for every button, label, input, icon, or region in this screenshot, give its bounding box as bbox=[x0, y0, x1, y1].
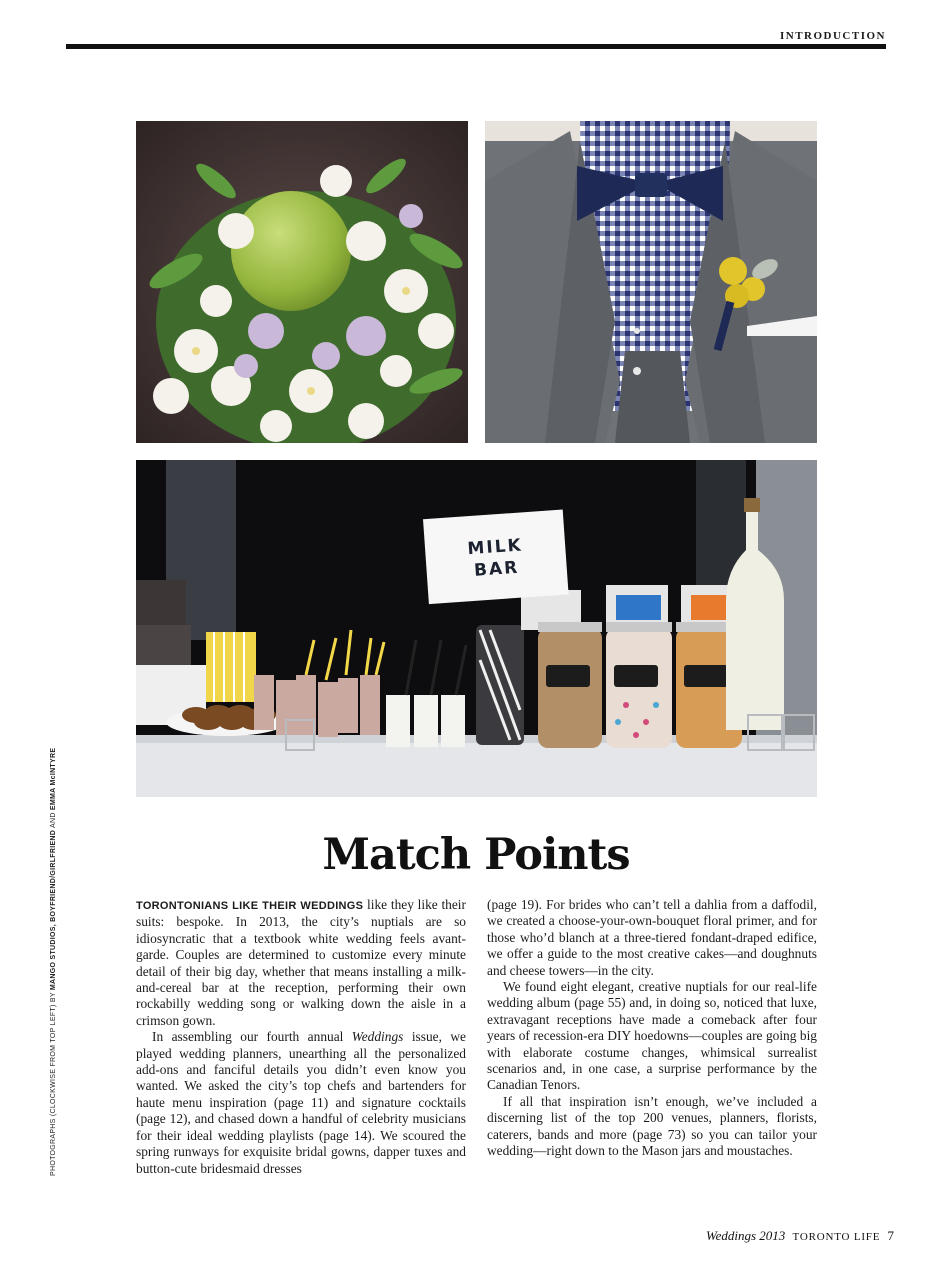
milk-bar-photo bbox=[136, 460, 817, 797]
bouquet-photo bbox=[136, 121, 468, 443]
lead-in: TORONTONIANS LIKE THEIR WEDDINGS bbox=[136, 900, 364, 912]
paragraph-1-text: like they like their suits: bespoke. In 2013, the city’s nuptials are so idiosyncratic that a textbook white wedding feels avant-garde. Couples are determined to customize every minute detail of their big day, whether that means installing a milk-and-cereal bar at the reception, performing their own rockabilly wedding song or walking down the aisle in a crimson gown. bbox=[136, 897, 466, 1028]
paragraph-2-text-b: issue, we played wedding planners, unearthing all the personalized add-ons and fanciful details you didn’t even know you wanted. We asked the city’s top chefs and bartenders for haute menu inspiration (page 11) and signature cocktails (page 12), and chased down a handful of celebrity musicians for their ideal wedding playlists (page 14). We scoured the spring runways for exquisite bridal gowns, dapper tuxes and button-cute bridesmaid dresses bbox=[136, 1029, 466, 1176]
photo-credit bbox=[50, 748, 57, 1176]
paragraph-2-continued: (page 19). For brides who can’t tell a dahlia from a daffodil, we created a choose-your-own-bouquet floral primer, and for those who’d blanch at a three-tiered fondant-draped edifice, we offer a guide to the most creative cakes—and doughnuts and cheese towers—in the city. bbox=[487, 897, 817, 978]
milk-bar-sign-line1: MILK bbox=[466, 535, 524, 560]
article-column-right bbox=[487, 897, 817, 1160]
paragraph-1 bbox=[136, 897, 466, 1029]
suit-photo bbox=[485, 121, 817, 443]
milk-bar-photo-icon bbox=[136, 460, 817, 797]
photo-credit-photographer: EMMA McINTYRE bbox=[50, 747, 57, 811]
footer-publication: Weddings bbox=[705, 1228, 757, 1243]
bowtie-suit-photo-icon bbox=[485, 121, 817, 443]
bouquet-photo-icon bbox=[136, 121, 468, 443]
footer-year: 2013 bbox=[759, 1228, 786, 1243]
footer-magazine: TORONTO LIFE bbox=[792, 1231, 881, 1243]
photo-credit-studio: MANGO STUDIOS, BOYFRIEND/GIRLFRIEND bbox=[50, 829, 57, 991]
paragraph-2-text-a: In assembling our fourth annual bbox=[152, 1029, 352, 1045]
page-number: 7 bbox=[887, 1228, 894, 1243]
photo-credit-and: AND bbox=[50, 810, 57, 830]
article-headline: Match Points bbox=[322, 830, 630, 880]
paragraph-2-italic: Weddings bbox=[351, 1029, 404, 1045]
paragraph-3: We found eight elegant, creative nuptials for our real-life wedding album (page 55) and, in doing so, noticed that luxe, extravagant receptions have made a comeback after four years of recession-era DIY hoedowns—couples are going big with elaborate costume changes, whimsical surrealist scenarios and, in one case, a surprise performance by the Canadian Tenors. bbox=[487, 979, 817, 1093]
milk-bar-sign-line2: BAR bbox=[473, 557, 520, 581]
page-footer bbox=[706, 1228, 894, 1244]
top-rule bbox=[66, 44, 886, 49]
article-column-left bbox=[136, 897, 466, 1177]
section-label: INTRODUCTION bbox=[779, 30, 886, 42]
photo-credit-prefix: PHOTOGRAPHS (CLOCKWISE FROM TOP LEFT) BY bbox=[50, 990, 57, 1176]
paragraph-2 bbox=[136, 1029, 466, 1177]
paragraph-4: If all that inspiration isn’t enough, we’ve included a discerning list of the top 200 venues, planners, florists, caterers, bands and more (page 73) so you can tailor your wedding—right down to the Mason jars and moustaches. bbox=[487, 1093, 817, 1159]
